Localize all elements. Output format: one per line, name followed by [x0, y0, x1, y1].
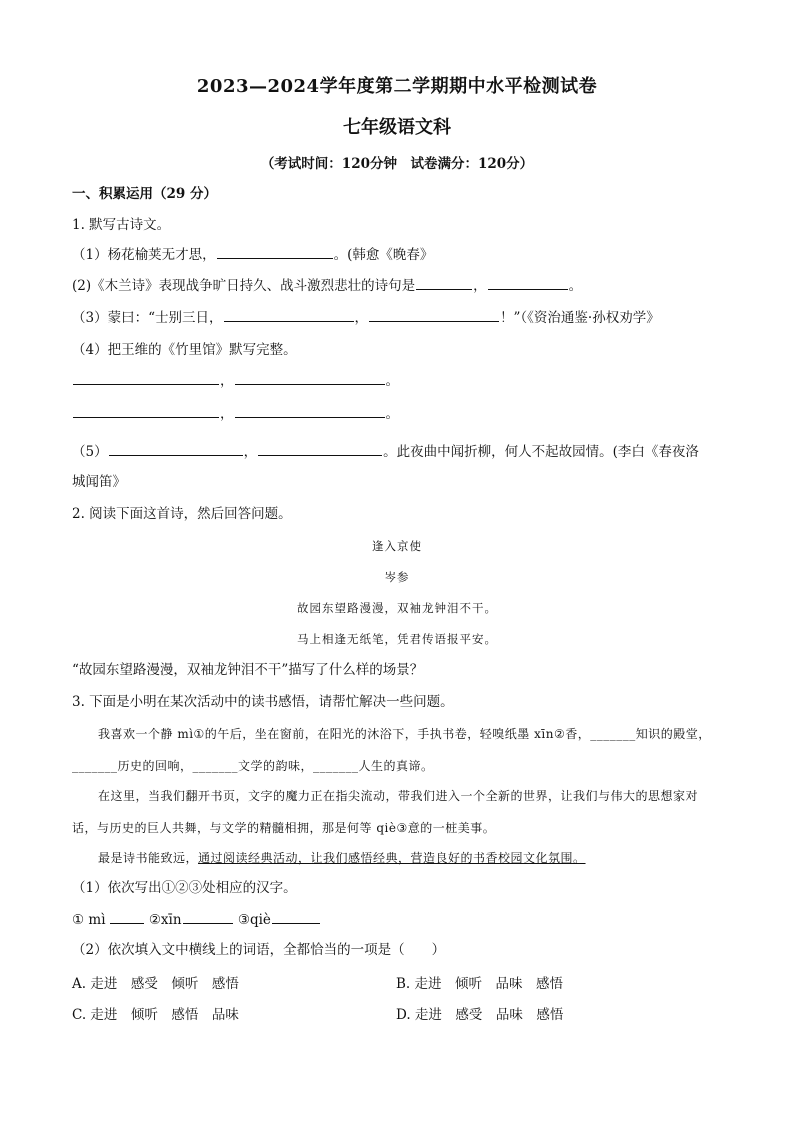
underlined-sentence: 通过阅读经典活动，让我们感悟经典，营造良好的书香校园文化氛围。	[198, 851, 586, 865]
q1-part4-line2	[72, 404, 722, 424]
q1-part1	[72, 245, 722, 265]
question-2-prompt: “故园东望路漫漫，双袖龙钟泪不干”描写了什么样的场景？	[72, 662, 424, 678]
answer-blank[interactable]	[235, 404, 385, 418]
q1-part2	[72, 276, 722, 296]
section-heading: 一、积累运用（29 分）	[72, 186, 217, 202]
q1-part5-label: （5）	[72, 444, 108, 460]
answer-blank[interactable]	[488, 276, 568, 290]
question-1-heading: 1. 默写古诗文。	[72, 217, 171, 233]
answer-blank[interactable]	[217, 245, 333, 259]
q1-part3	[72, 308, 722, 328]
exam-subtitle: 七年级语文科	[343, 117, 451, 138]
poem-title: 逢入京使	[372, 539, 422, 553]
q3-sub1-answers	[72, 910, 722, 930]
answer-blank[interactable]	[73, 404, 219, 418]
paragraph-3-lead: 最是诗书能致远，	[98, 851, 199, 865]
poem-line-1: 故园东望路漫漫，双袖龙钟泪不干。	[297, 601, 497, 615]
answer-blank[interactable]	[369, 308, 499, 322]
answer-label-2: ②xīn	[148, 912, 182, 928]
answer-blank[interactable]	[73, 371, 219, 385]
q1-part5-text: 。此夜曲中闻折柳，何人不起故园情。(李白《春夜洛	[383, 444, 699, 460]
q1-part4-line1	[72, 371, 722, 391]
q1-part3-source: ！”（《资治通鉴·孙权劝学》	[500, 310, 660, 326]
answer-blank[interactable]	[110, 910, 144, 924]
reading-paragraph-1: 我喜欢一个静 mì①的午后，坐在窗前，在阳光的沐浴下，手执书卷，轻嗅纸墨 xīn②香，_______知识的殿堂，_______历史的回响，_______文学的韵味，_______人生的真谛。	[72, 727, 711, 773]
q1-part2-text: (2)《木兰诗》表现战争旷日持久、战斗激烈悲壮的诗句是	[72, 278, 416, 294]
q1-part1-text: （1）杨花榆荚无才思，	[72, 247, 216, 263]
exam-info: （考试时间：120分钟 试卷满分：120分）	[260, 156, 534, 172]
answer-blank[interactable]	[272, 910, 320, 924]
q1-part1-source: 。(韩愈《晚春》	[333, 247, 434, 263]
answer-blank[interactable]	[235, 371, 385, 385]
option-b[interactable]: B. 走进 倾听 品味 感悟	[396, 976, 564, 992]
poem-line-2: 马上相逢无纸笔，凭君传语报平安。	[297, 632, 497, 646]
comma: ，	[473, 278, 487, 294]
comma: ，	[354, 310, 368, 326]
reading-paragraph-3	[72, 842, 717, 874]
poem-author: 岑参	[384, 570, 410, 584]
answer-blank[interactable]	[416, 276, 472, 290]
comma: ，	[243, 444, 258, 460]
reading-paragraph-2: 在这里，当我们翻开书页，文字的魔力正在指尖流动，带我们进入一个全新的世界，让我们与伟大的思想家对话，与历史的巨人共舞，与文学的精髓相拥，那是何等 qiè③意的一桩美事。	[72, 789, 699, 835]
answer-blank[interactable]	[258, 442, 382, 456]
q1-part5-continuation: 城闻笛》	[72, 474, 126, 490]
q3-sub1: （1）依次写出①②③处相应的汉字。	[72, 880, 297, 896]
option-d[interactable]: D. 走进 感受 品味 感悟	[396, 1007, 564, 1023]
q1-part5	[72, 442, 722, 462]
q3-sub2: （2）依次填入文中横线上的词语，全都恰当的一项是（ ）	[72, 942, 446, 958]
option-a[interactable]: A. 走进 感受 倾听 感悟	[72, 976, 239, 992]
answer-label-1: ① mì	[72, 912, 106, 928]
question-2-heading: 2. 阅读下面这首诗，然后回答问题。	[72, 506, 292, 522]
answer-label-3: ③qiè	[237, 912, 271, 928]
exam-title: 2023—2024学年度第二学期期中水平检测试卷	[196, 76, 598, 97]
period: 。	[385, 373, 399, 389]
period: 。	[568, 278, 583, 294]
answer-blank[interactable]	[183, 910, 233, 924]
q1-part3-text: （3）蒙曰：“士别三日，	[72, 310, 223, 326]
question-3-heading: 3. 下面是小明在某次活动中的读书感悟，请帮忙解决一些问题。	[72, 694, 454, 710]
answer-blank[interactable]	[224, 308, 354, 322]
period: 。	[385, 406, 399, 422]
comma: ，	[220, 406, 234, 422]
comma: ，	[220, 373, 234, 389]
answer-blank[interactable]	[109, 442, 243, 456]
option-c[interactable]: C. 走进 倾听 感悟 品味	[72, 1007, 239, 1023]
q1-part4: （4）把王维的《竹里馆》默写完整。	[72, 342, 297, 358]
